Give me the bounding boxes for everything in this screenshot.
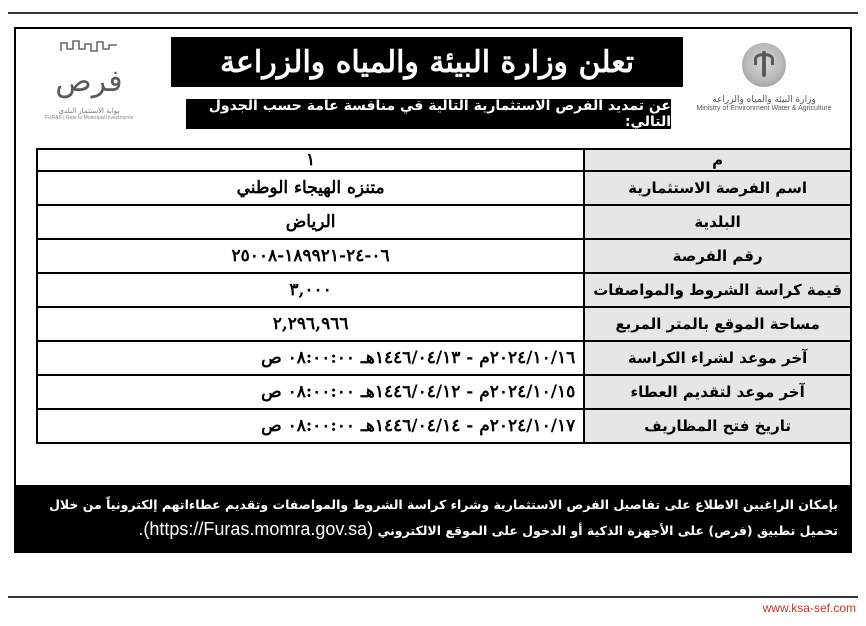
row-value: الرياض	[37, 205, 584, 239]
notice-line-2	[26, 517, 838, 543]
row-value: ٢٠٢٤/١٠/١٥م - ١٤٤٦/٠٤/١٢هـ ٠٨:٠٠:٠٠ ص	[37, 375, 584, 409]
notice-banner	[16, 485, 850, 551]
row-value: متنزه الهيجاء الوطني	[37, 171, 584, 205]
furas-wordmark: فرص	[55, 64, 123, 99]
furas-website-link[interactable]: (https://Furas.momra.gov.sa).	[138, 519, 374, 539]
row-label: تاريخ فتح المظاريف	[584, 409, 851, 443]
table-row	[37, 171, 851, 205]
table-row	[37, 409, 851, 443]
row-value: ٢٠٢٤/١٠/١٧م - ١٤٤٦/٠٤/١٤هـ ٠٨:٠٠:٠٠ ص	[37, 409, 584, 443]
announcement-frame	[14, 27, 852, 553]
announcement-title: تعلن وزارة البيئة والمياه والزراعة	[171, 37, 683, 87]
announcement-subtitle: عن تمديد الفرص الاستثمارية التالية في منافسة عامة حسب الجدول التالي:	[186, 99, 671, 129]
ministry-logo	[684, 39, 844, 129]
announcement-header	[16, 29, 850, 139]
notice-line-2-text: تحميل تطبيق (فرص) على الأجهزة الذكية أو الدخول على الموقع الالكتروني	[377, 523, 838, 538]
source-url[interactable]: www.ksa-sef.com	[762, 601, 856, 615]
table-row	[37, 307, 851, 341]
furas-waves-icon	[59, 39, 119, 53]
ministry-name-ar: وزارة البيئة والمياه والزراعة	[712, 95, 816, 105]
furas-logo	[24, 39, 154, 129]
row-value: ٣,٠٠٠	[37, 273, 584, 307]
table-row	[37, 239, 851, 273]
row-value: ٢٠٢٤/١٠/١٦م - ١٤٤٦/٠٤/١٣هـ ٠٨:٠٠:٠٠ ص	[37, 341, 584, 375]
table-row	[37, 341, 851, 375]
table-row	[37, 205, 851, 239]
column-number-value: ١	[37, 149, 584, 171]
row-label: آخر موعد لشراء الكراسة	[584, 341, 851, 375]
row-label: رقم الفرصة	[584, 239, 851, 273]
table-row	[37, 273, 851, 307]
row-label: مساحة الموقع بالمتر المربع	[584, 307, 851, 341]
row-value: ٠٦-٢٤-١٨٩٩٢١-٢٥٠٠٨	[37, 239, 584, 273]
row-label: آخر موعد لتقديم العطاء	[584, 375, 851, 409]
row-value: ٢,٢٩٦,٩٦٦	[37, 307, 584, 341]
furas-tagline-ar: بوابة الاستثمار البلدي	[58, 107, 120, 115]
furas-tagline-en: FURAS | Gate to Municipal Investments	[44, 115, 134, 121]
opportunity-table	[36, 148, 852, 444]
top-rule	[8, 12, 858, 14]
table-header-row	[37, 149, 851, 171]
notice-line-1: بإمكان الراغبين الاطلاع على تفاصيل الفرص الاستثمارية وشراء كراسة الشروط والمواصفات وتقديم عطاءاتهم إلكترونياً من خلال	[49, 497, 838, 512]
palm-emblem-icon	[742, 43, 786, 87]
column-number-label: م	[584, 149, 851, 171]
table-row	[37, 375, 851, 409]
bottom-rule	[8, 596, 858, 598]
row-label: قيمة كراسة الشروط والمواصفات	[584, 273, 851, 307]
ministry-name-en: Ministry of Environment Water & Agriculture	[696, 105, 832, 112]
row-label: اسم الفرصة الاستثمارية	[584, 171, 851, 205]
row-label: البلدية	[584, 205, 851, 239]
